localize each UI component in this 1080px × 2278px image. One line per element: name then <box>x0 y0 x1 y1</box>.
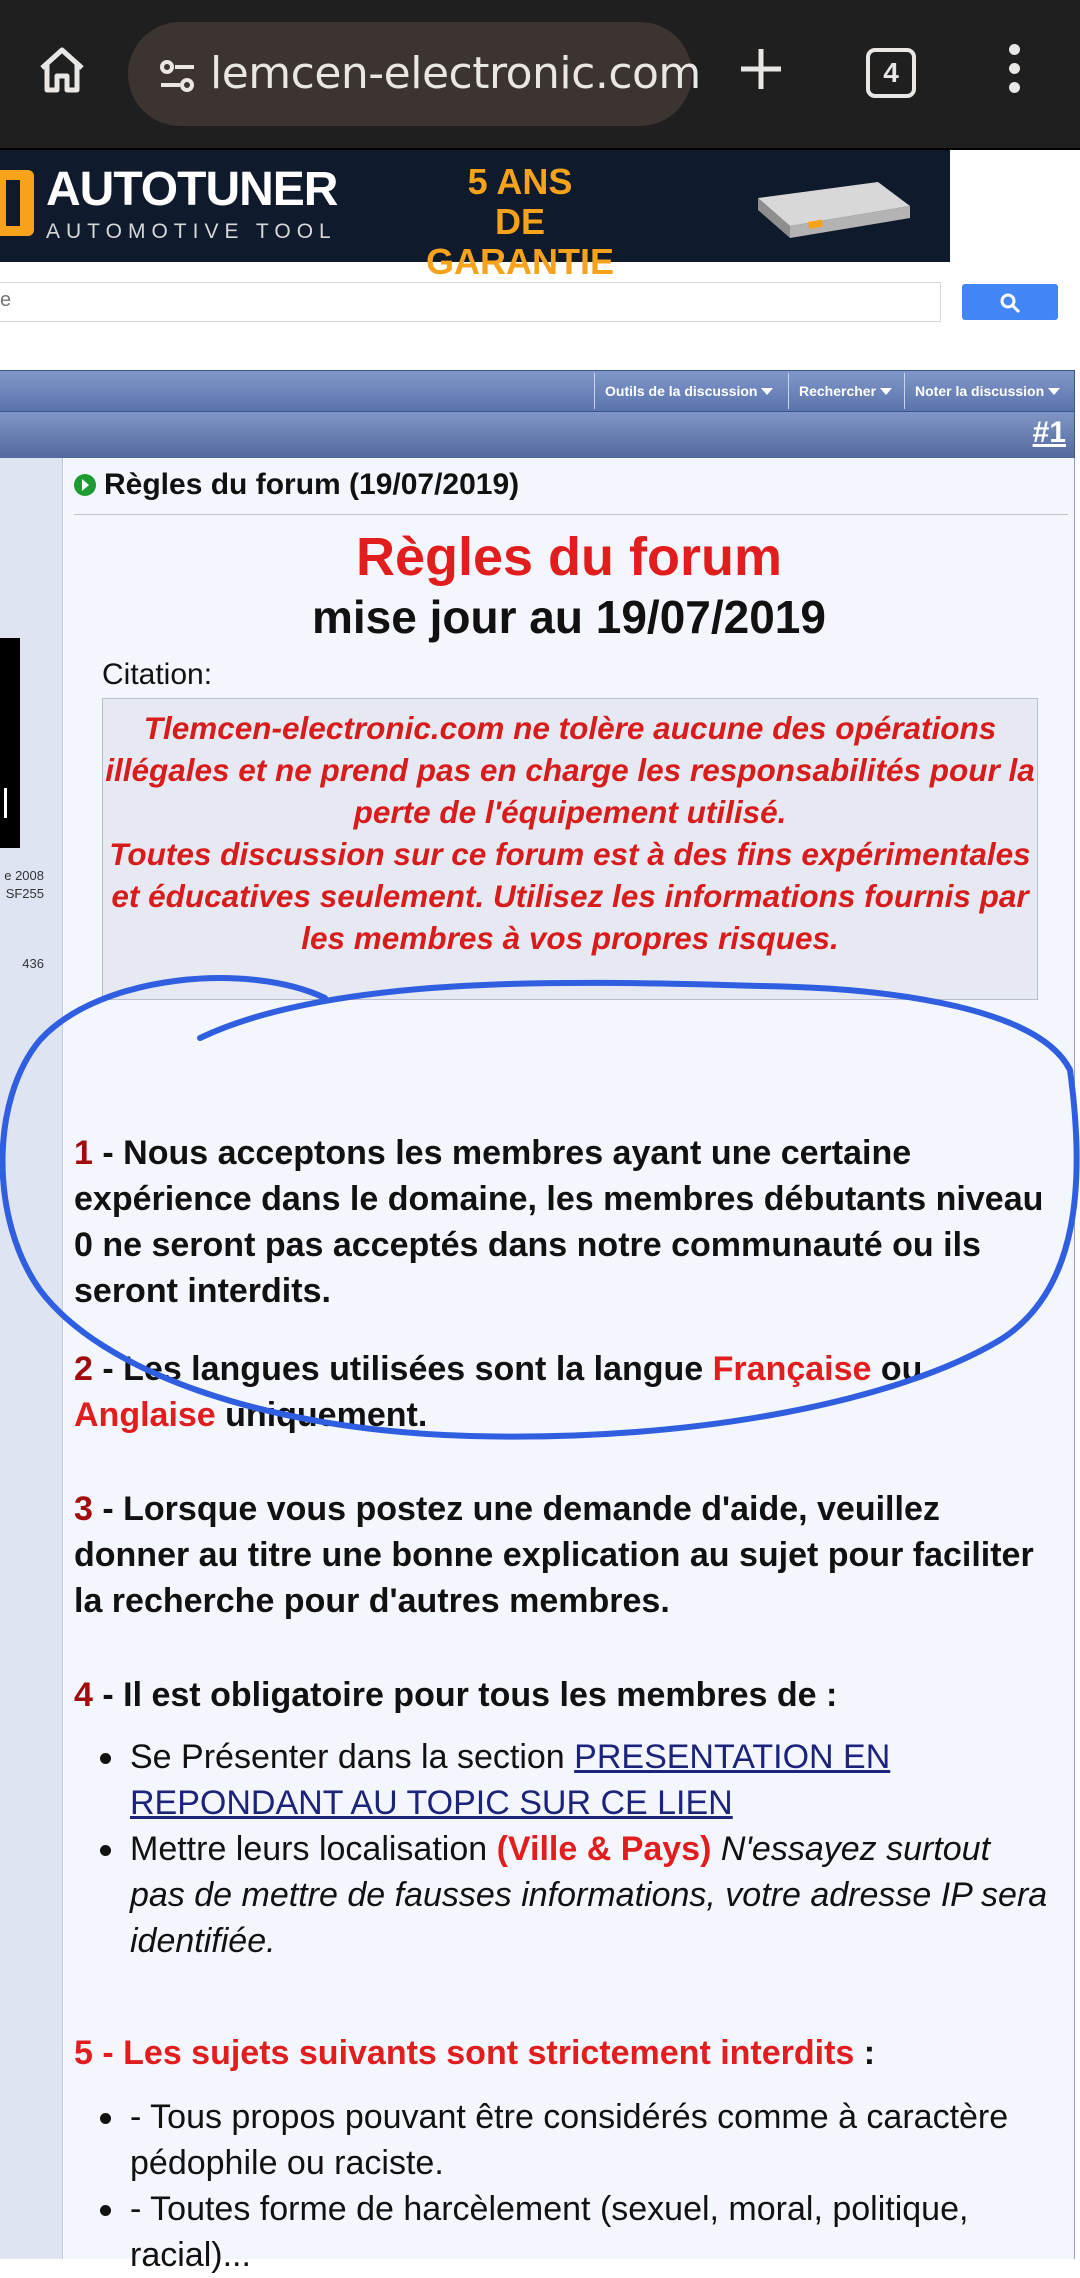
ad-banner[interactable] <box>0 150 950 282</box>
dropdown-arrow-icon <box>880 388 892 395</box>
dropdown-arrow-icon <box>1048 388 1060 395</box>
ad-brand: AUTOTUNER <box>46 163 338 216</box>
list-item: Mettre leurs localisation (Ville & Pays) N'essayez surtout pas de mettre de fausses informations, votre adresse IP sera identifiée. <box>130 1826 1054 1964</box>
citation-label: Citation: <box>102 658 213 691</box>
post-header <box>0 412 1075 458</box>
ad-brand-sub: AUTOMOTIVE TOOL <box>46 220 337 243</box>
list-item: - Tous propos pouvant être considérés comme à caractère pédophile ou raciste. <box>130 2094 1054 2186</box>
rule-5: 5 - Les sujets suivants sont strictement interdits : <box>74 2034 876 2072</box>
user-location: SF255 <box>5 886 44 901</box>
rule-4: 4 - Il est obligatoire pour tous les membres de : <box>74 1676 838 1714</box>
site-settings-icon[interactable] <box>158 56 198 96</box>
list-item: Se Présenter dans la section PRESENTATION EN REPONDANT AU TOPIC SUR CE LIEN <box>130 1734 1054 1826</box>
forum-thread <box>0 368 1080 2274</box>
rules-title: Règles du forum <box>355 527 783 587</box>
rule-5-list <box>74 2094 1054 2278</box>
post-content <box>64 458 1075 2274</box>
rule-1: 1 - Nous acceptons les membres ayant une certaine expérience dans le domaine, les membres débutants niveau 0 ne seront pas acceptés dans notre communauté ou ils seront interdits. <box>74 1134 1044 1310</box>
thread-tools-menu[interactable]: Outils de la discussion <box>594 373 783 409</box>
post-number-link[interactable]: #1 <box>1032 416 1066 449</box>
divider <box>74 514 1068 515</box>
rule-2: 2 - Les langues utilisées sont la langue Française ou Anglaise uniquement. <box>74 1350 923 1434</box>
dropdown-arrow-icon <box>761 388 773 395</box>
thread-search-menu[interactable]: Rechercher <box>788 373 902 409</box>
more-menu-icon[interactable] <box>1002 44 1026 100</box>
search-icon <box>998 291 1022 315</box>
user-info-pane <box>0 458 63 2259</box>
user-join-date: e 2008 <box>4 868 44 883</box>
rate-thread-menu[interactable]: Noter la discussion <box>904 373 1070 409</box>
address-bar[interactable] <box>128 22 701 126</box>
rule-3: 3 - Lorsque vous postez une demande d'aide, veuillez donner au titre une bonne explication au sujet pour faciliter la recherche pour d'autres membres. <box>74 1490 1034 1620</box>
browser-toolbar <box>0 0 1080 150</box>
post-title: Règles du forum (19/07/2019) <box>74 468 519 502</box>
user-avatar[interactable] <box>0 638 20 848</box>
user-post-count: 436 <box>22 956 44 971</box>
presentation-link[interactable]: PRESENTATION EN REPONDANT AU TOPIC SUR CE LIEN <box>130 1738 891 1822</box>
search-input[interactable]: e <box>0 282 941 322</box>
arrow-circle-icon <box>74 474 96 496</box>
rules-updated: mise jour au 19/07/2019 <box>312 591 826 643</box>
device-image-icon <box>748 176 916 240</box>
url-text[interactable]: lemcen-electronic.com <box>210 48 701 99</box>
thread-toolbar <box>0 370 1075 412</box>
tab-switcher-icon[interactable]: 4 <box>866 48 916 98</box>
search-button[interactable] <box>962 284 1058 320</box>
rule-4-list <box>74 1734 1054 1964</box>
ad-promo: 5 ANS DE GARANTIE <box>426 161 614 282</box>
citation-quote: Tlemcen-electronic.com ne tolère aucune des opérations illégales et ne prend pas en charge les responsabilités pour la perte de l'équipement utilisé. Toutes discussion sur ce forum est à des fins expérimentales et éducatives seulement. Utilisez les informations fournis par les membres à vos propres risques. <box>102 698 1038 1000</box>
list-item: - Toutes forme de harcèlement (sexuel, moral, politique, racial)... <box>130 2186 1054 2278</box>
autotuner-logo-icon <box>0 170 34 236</box>
home-icon[interactable] <box>34 42 90 98</box>
new-tab-icon[interactable] <box>736 44 786 94</box>
